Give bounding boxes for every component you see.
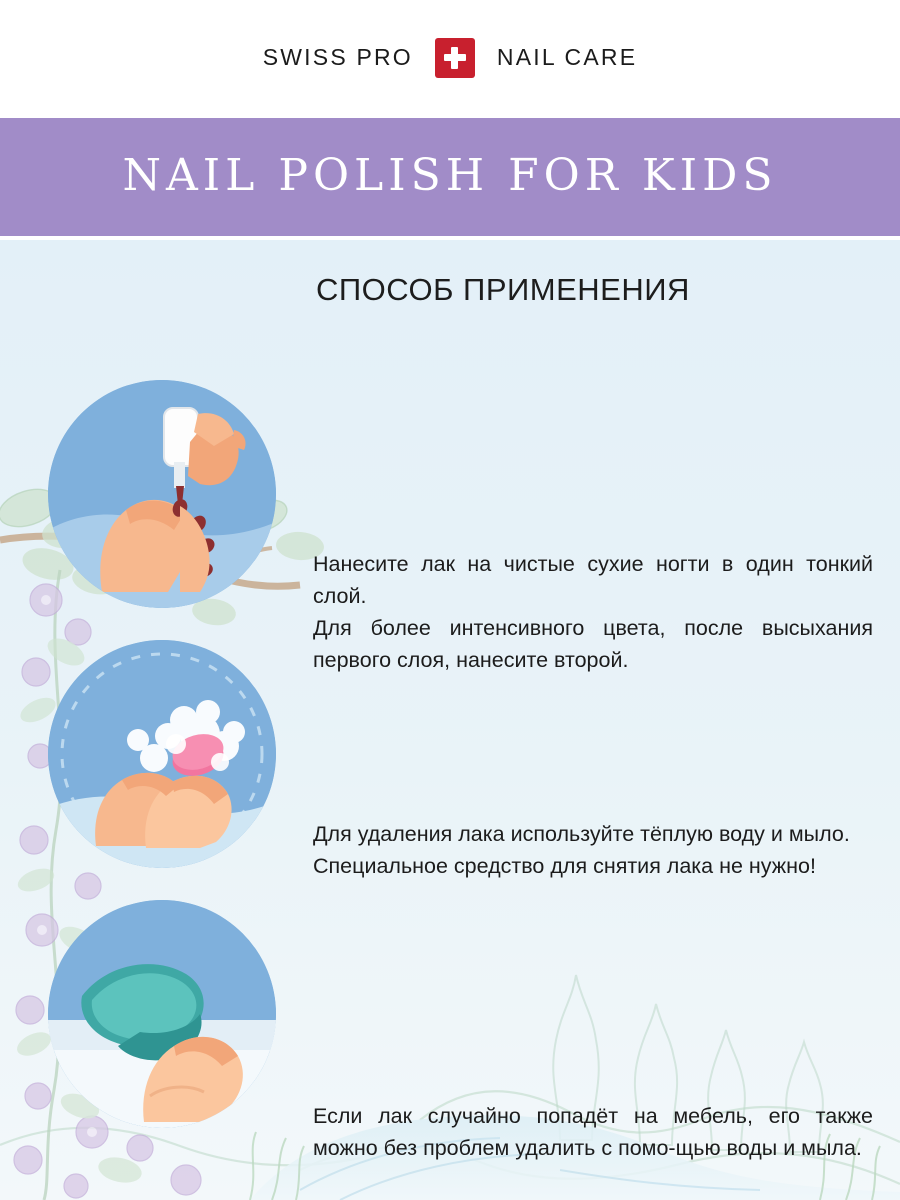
brand-header [0,0,900,115]
page-title: NAIL POLISH FOR KIDS [122,149,778,201]
instruction-step-2-text [313,818,873,882]
title-banner-underline [0,232,900,236]
instruction-line: Специальное средство для снятия лака не нужно! [313,854,816,878]
hands-washing-with-soap-icon [48,640,276,868]
instruction-line: Если лак случайно попадёт на мебель, его также можно без проблем удалить с помо-щью воды и мыла. [313,1104,873,1160]
instruction-line: Для более интенсивного цвета, после высыхания первого слоя, нанесите второй. [313,616,873,672]
instruction-line: Для удаления лака используйте тёплую воду и мыло. [313,822,850,846]
instruction-step-2 [0,640,900,880]
content-area [0,240,900,1200]
hand-applying-nail-polish-icon [48,380,276,608]
brand-name-right: NAIL CARE [496,44,638,70]
instruction-step-3 [0,900,900,1160]
instruction-line: Нанесите лак на чистые сухие ногти в один тонкий слой. [313,552,873,608]
hand-wiping-with-cloth-icon [48,900,276,1128]
instruction-step-3-text [313,1100,873,1164]
swiss-cross-icon [435,38,475,78]
brand-lockup [263,38,638,78]
title-banner [0,115,900,237]
instructions-heading: СПОСОБ ПРИМЕНЕНИЯ [316,272,690,307]
brand-name-left: SWISS PRO [262,44,413,70]
instruction-step-1 [0,380,900,672]
